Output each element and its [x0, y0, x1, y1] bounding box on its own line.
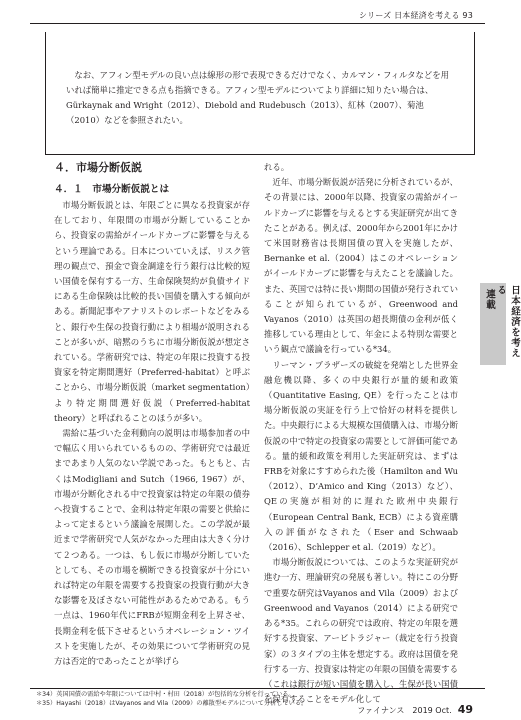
footnotes	[36, 690, 307, 708]
side-tab-series-name: 日本経済を考える	[495, 285, 520, 359]
running-header: シリーズ 日本経済を考える 93	[358, 11, 473, 20]
body-paragraph: 近年、市場分断仮説が活発に分析されているが、その背景には、2000年以降、投資家の需給がイールドカーブに影響を与えるとする実証研究が出てきたことがある。例えば、2000年から2001年にかけて米国財務省は長期国債の買入を実施したが、Bernanke et al.（2004）はこのオペレーションがイールドカーブに影響を与えたことを議論した。また、英国では特に長い期間の国債が発行されていることが知られているが、Greenwood and Vayanos（2010）は英国の超長期債の金利が低く推移している理由として、年金による特別な需要という観点で議論を行っている*34。	[264, 177, 458, 355]
page-number: 49	[457, 703, 473, 716]
page-footer	[357, 703, 473, 716]
body-paragraph: れる。	[264, 162, 290, 172]
note-text: なお、アフィン型モデルの良い点は線形の形で表現できるだけでなく、カルマン・フィルタなどを用いれば簡単に推定できる点も指摘できる。アフィン型モデルについてより詳細に知りたい場合は、Gürkaynak and Wright（2012）、Diebold and Rudebusch（2013）、紅林（2007）、菊池（2010）などを参照されたい。	[66, 70, 449, 126]
subsection-heading: ４．１ 市場分断仮説とは	[54, 184, 170, 195]
note-box	[45, 32, 475, 155]
section-heading: ４．市場分断仮説	[54, 161, 142, 174]
body-paragraph: 市場分断仮説とは、年限ごとに異なる投資家が存在しており、年限間の市場が分断していることから、投資家の需給がイールドカーブに影響を与えるという理論である。日本についていえば、リスク管理の観点で、預金で資金調達を行う銀行は比較的短い国債を保有する一方、生命保険契約が負債サイドにある生命保険は比較的長い国債を購入する傾向がある。新聞記事やアナリストのレポートなどをみると、銀行や生保の投資行動により相場が説明されることが多いが、暗黙のうちに市場分断仮説が想定されている。学術研究では、特定の年限に投資する投資家を特定期間選好（Preferred-habitat）と呼ぶことから、市場分断仮説（market segmentation）より特定期間選好仮説（Preferred-habitat theory）と呼ばれることのほうが多い。	[54, 200, 250, 423]
body-paragraph: 市場分断仮説については、このような実証研究が進む一方、理論研究の発展も著しい。特にこの分野で重要な研究はVayanos and Vila（2009）およびGreenwood and Vayanos（2014）による研究である*35。これらの研究では政府、特定の年限を選好する投資家、アービトラジャー（裁定を行う投資家）の３タイプの主体を想定する。政府は国債を発行する一方、投資家は特定の年限の国債を需要する（これは銀行が短い国債を購入し、生保が長い国債を保有することをモデル化して	[264, 557, 458, 705]
footnote-rule	[30, 688, 485, 689]
header-rule	[30, 23, 485, 24]
right-column	[264, 160, 458, 707]
body-paragraph: 需給に基づいた金利動向の説明は市場参加者の中で幅広く用いられているものの、学術研究では最近まであまり人気のない学説であった。もともと、古くはModigliani and Sutch（1966, 1967）が、市場が分断化される中で投資家は特定の年限の債券へ投資することで、金利は特定年限の需要と供給によって定まるという議論を展開した。この学説が最近まで学術研究で人気がなかった理由は大きく分けて２つある。一つは、もし仮に市場が分断していたとしても、その市場を横断できる投資家が十分にいれば特定の年限を需要する投資家の投資行動が大きな影響を及ぼさない可能性があるためである。もう一点は、1960年代にFRBが短期金利を上昇させ、長期金利を低下させるというオペレーション・ツイストを実施したが、その効果について学術研究の見方は否定的であったことが挙げら	[54, 428, 250, 667]
footnote: ＊35）Hayashi（2018）はVayanos and Vila（2009）の離散型モデルについて分析している。	[36, 700, 308, 707]
left-column	[54, 160, 250, 669]
series-side-tab	[480, 283, 520, 365]
publication-label: ファイナンス 2019 Oct.	[357, 706, 452, 715]
body-paragraph: リーマン・ブラザーズの破綻を発端とした世界金融危機以降、多くの中央銀行が量的緩和政策（Quantitative Easing, QE）を行ったことは市場分断仮説の実証を行う上で恰好の材料を提供した。中央銀行による大規模な国債購入は、市場分断仮説の中で特定の投資家の需要として評価可能である。量的緩和政策を利用した実証研究は、まずはFRBを対象にすすめられた後（Hamilton and Wu（2012）、D’Amico and King（2013）など）、QEの実施が相対的に遅れた欧州中央銀行（European Central Bank, ECB）による資産購入の評価がなされた（Eser and Schwaab（2016）、Schlepper et al.（2019）など）。	[264, 359, 458, 553]
side-tab-label: 連載	[484, 289, 495, 310]
footnote: ＊34）英国国債の需給や年限については中村・村田（2018）が包括的な分析を行っている。	[36, 691, 295, 698]
